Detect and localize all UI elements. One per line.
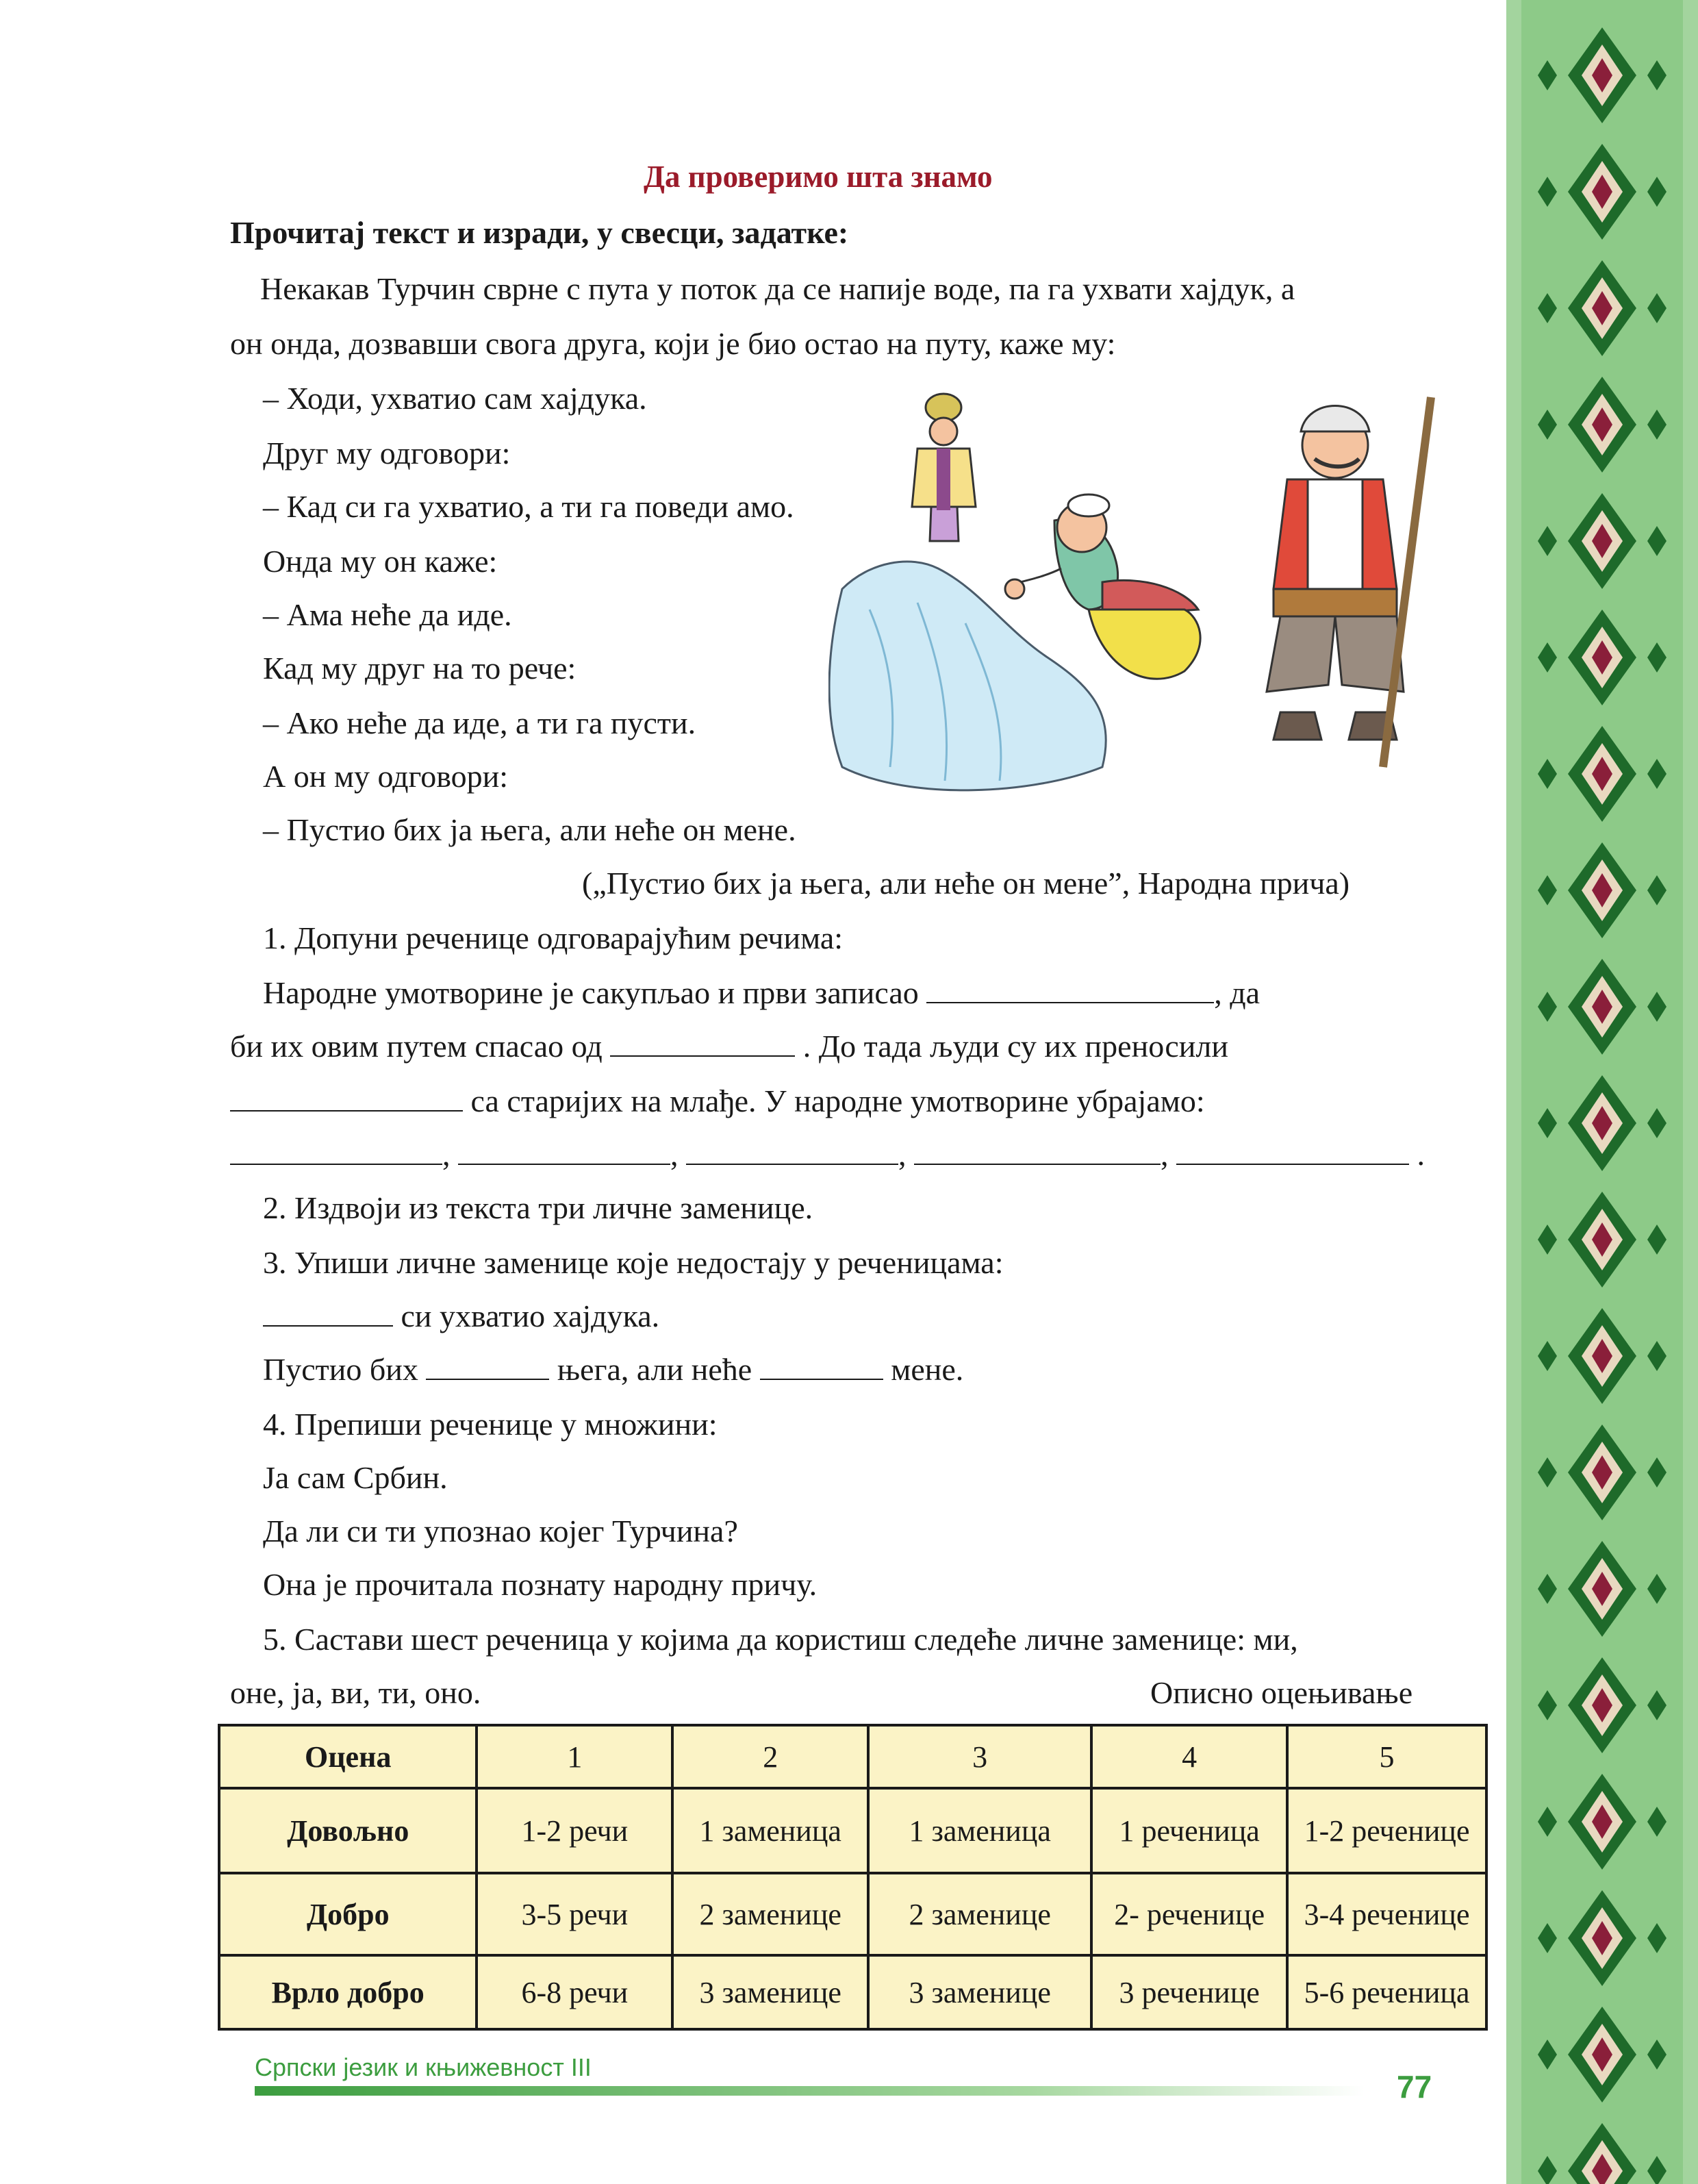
table-cell: Врло добро (219, 1955, 477, 2029)
task-3-sentence: си ухватио хајдука. (263, 1296, 659, 1337)
table-cell: 3 заменице (868, 1955, 1091, 2029)
ornament-motif (1538, 1774, 1667, 1870)
assessment-label: Описно оцењивање (1150, 1675, 1413, 1710)
ornament-motif (1538, 726, 1667, 822)
answer-blank[interactable] (686, 1136, 898, 1165)
story-paragraph: Некакав Турчин сврне с пута у поток да се напије воде, па га ухвати хајдук, а (260, 271, 1295, 306)
table-cell: 1 заменица (868, 1788, 1091, 1873)
ornament-motif (1538, 144, 1667, 240)
answer-blank[interactable] (610, 1028, 795, 1057)
story-illustration (828, 384, 1486, 836)
story-paragraph: он онда, дозвавши свога друга, који је био остао на путу, каже му: (230, 326, 1116, 361)
table-cell: 3-4 реченице (1287, 1873, 1486, 1955)
task-5: 5. Састави шест реченица у којима да користиш следеће личне заменице: ми, (263, 1622, 1298, 1657)
ornament-motif (1538, 2123, 1667, 2184)
ornament-motif (1538, 1424, 1667, 1520)
table-cell: 5-6 реченица (1287, 1955, 1486, 2029)
answer-blank[interactable] (926, 975, 1214, 1003)
story-line: Кад му друг на то рече: (263, 651, 576, 686)
table-header-cell: Оцена (219, 1725, 477, 1788)
task-4: 4. Препиши реченице у множини: (263, 1407, 718, 1442)
story-line: – Ама неће да иде. (263, 597, 512, 632)
story-line: Друг му одговори: (263, 436, 511, 470)
story-line: – Ако неће да иде, а ти га пусти. (263, 705, 696, 740)
decorative-border (1506, 0, 1698, 2184)
table-header-cell: 3 (868, 1725, 1091, 1788)
answer-blank[interactable] (230, 1083, 463, 1112)
story-line: – Пустио бих ја њега, али неће он мене. (263, 812, 796, 847)
section-heading: Да проверимо шта знамо (644, 160, 993, 194)
table-header-cell: 4 (1091, 1725, 1287, 1788)
task-1-sentence: би их овим путем спасао од . До тада људи су их преносили (230, 1029, 1228, 1064)
ornament-motif (1538, 2007, 1667, 2103)
instruction: Прочитај текст и изради, у свесци, задатке: (230, 215, 849, 250)
table-row (219, 1955, 1486, 2029)
answer-blank[interactable] (760, 1351, 883, 1380)
ornament-motif (1538, 1657, 1667, 1753)
table-cell: 6-8 речи (477, 1955, 672, 2029)
table-cell: 3 реченице (1091, 1955, 1287, 2029)
footer-divider (255, 2086, 1364, 2096)
task-3-sentence: Пустио бих њега, али неће мене. (263, 1352, 964, 1387)
table-cell: Добро (219, 1873, 477, 1955)
table-cell: 1-2 речи (477, 1788, 672, 1873)
task-1-sentence: са старијих на млађе. У народне умотворине убрајамо: (230, 1081, 1205, 1122)
story-line: А он му одговори: (263, 759, 509, 794)
table-cell: 2 заменице (672, 1873, 868, 1955)
ornament-motif (1538, 1541, 1667, 1637)
grading-table (218, 1724, 1488, 2031)
task-3: 3. Упиши личне заменице које недостају у реченицама: (263, 1245, 1004, 1280)
ornament-motif (1538, 377, 1667, 473)
table-header-row (219, 1725, 1486, 1788)
answer-blank[interactable] (1176, 1136, 1409, 1165)
book-title: Српски језик и књижевност III (255, 2053, 592, 2081)
table-cell: 2- реченице (1091, 1873, 1287, 1955)
task-1-sentence: Народне умотворине је сакупљао и први записао , да (263, 975, 1260, 1010)
story-line: – Кад си га ухватио, а ти га поведи амо. (263, 489, 794, 524)
ornament-motif (1538, 1192, 1667, 1288)
table-header-cell: 5 (1287, 1725, 1486, 1788)
task-4-sentence: Ја сам Србин. (263, 1460, 448, 1495)
ornament-motif (1538, 610, 1667, 705)
answer-blank[interactable] (914, 1136, 1161, 1165)
ornament-motif (1538, 1075, 1667, 1171)
task-2: 2. Издвоји из текста три личне заменице. (263, 1190, 813, 1225)
table-cell: 1 заменица (672, 1788, 868, 1873)
table-header-cell: 1 (477, 1725, 672, 1788)
ornament-motif (1538, 959, 1667, 1055)
table-cell: 1 реченица (1091, 1788, 1287, 1873)
table-cell: Довољно (219, 1788, 477, 1873)
ornament-pattern (1506, 0, 1698, 2184)
ornament-motif (1538, 1308, 1667, 1404)
table-header-cell: 2 (672, 1725, 868, 1788)
page-number: 77 (1397, 2069, 1432, 2105)
answer-blank[interactable] (263, 1298, 393, 1327)
story-line: – Ходи, ухватио сам хајдука. (263, 381, 647, 416)
ornament-motif (1538, 493, 1667, 589)
task-4-sentence: Да ли си ти упознао којег Турчина? (263, 1514, 738, 1548)
table-row (219, 1873, 1486, 1955)
task-5: оне, ја, ви, ти, оно. (230, 1675, 481, 1710)
table-row (219, 1788, 1486, 1873)
ornament-motif (1538, 260, 1667, 356)
story-line: Онда му он каже: (263, 544, 498, 579)
table-cell: 1-2 реченице (1287, 1788, 1486, 1873)
story-source: („Пустио бих ја њега, али неће он мене”, Народна прича) (582, 866, 1350, 901)
task-4-sentence: Она је прочитала познату народну причу. (263, 1567, 818, 1602)
task-1-blanks: , , , , . (230, 1134, 1425, 1175)
ornament-motif (1538, 27, 1667, 123)
answer-blank[interactable] (458, 1136, 670, 1165)
task-1: 1. Допуни реченице одговарајућим речима: (263, 920, 844, 955)
ornament-motif (1538, 1890, 1667, 1986)
table-cell: 2 заменице (868, 1873, 1091, 1955)
ornament-motif (1538, 842, 1667, 938)
answer-blank[interactable] (230, 1136, 442, 1165)
table-cell: 3 заменице (672, 1955, 868, 2029)
table-cell: 3-5 речи (477, 1873, 672, 1955)
answer-blank[interactable] (426, 1351, 549, 1380)
